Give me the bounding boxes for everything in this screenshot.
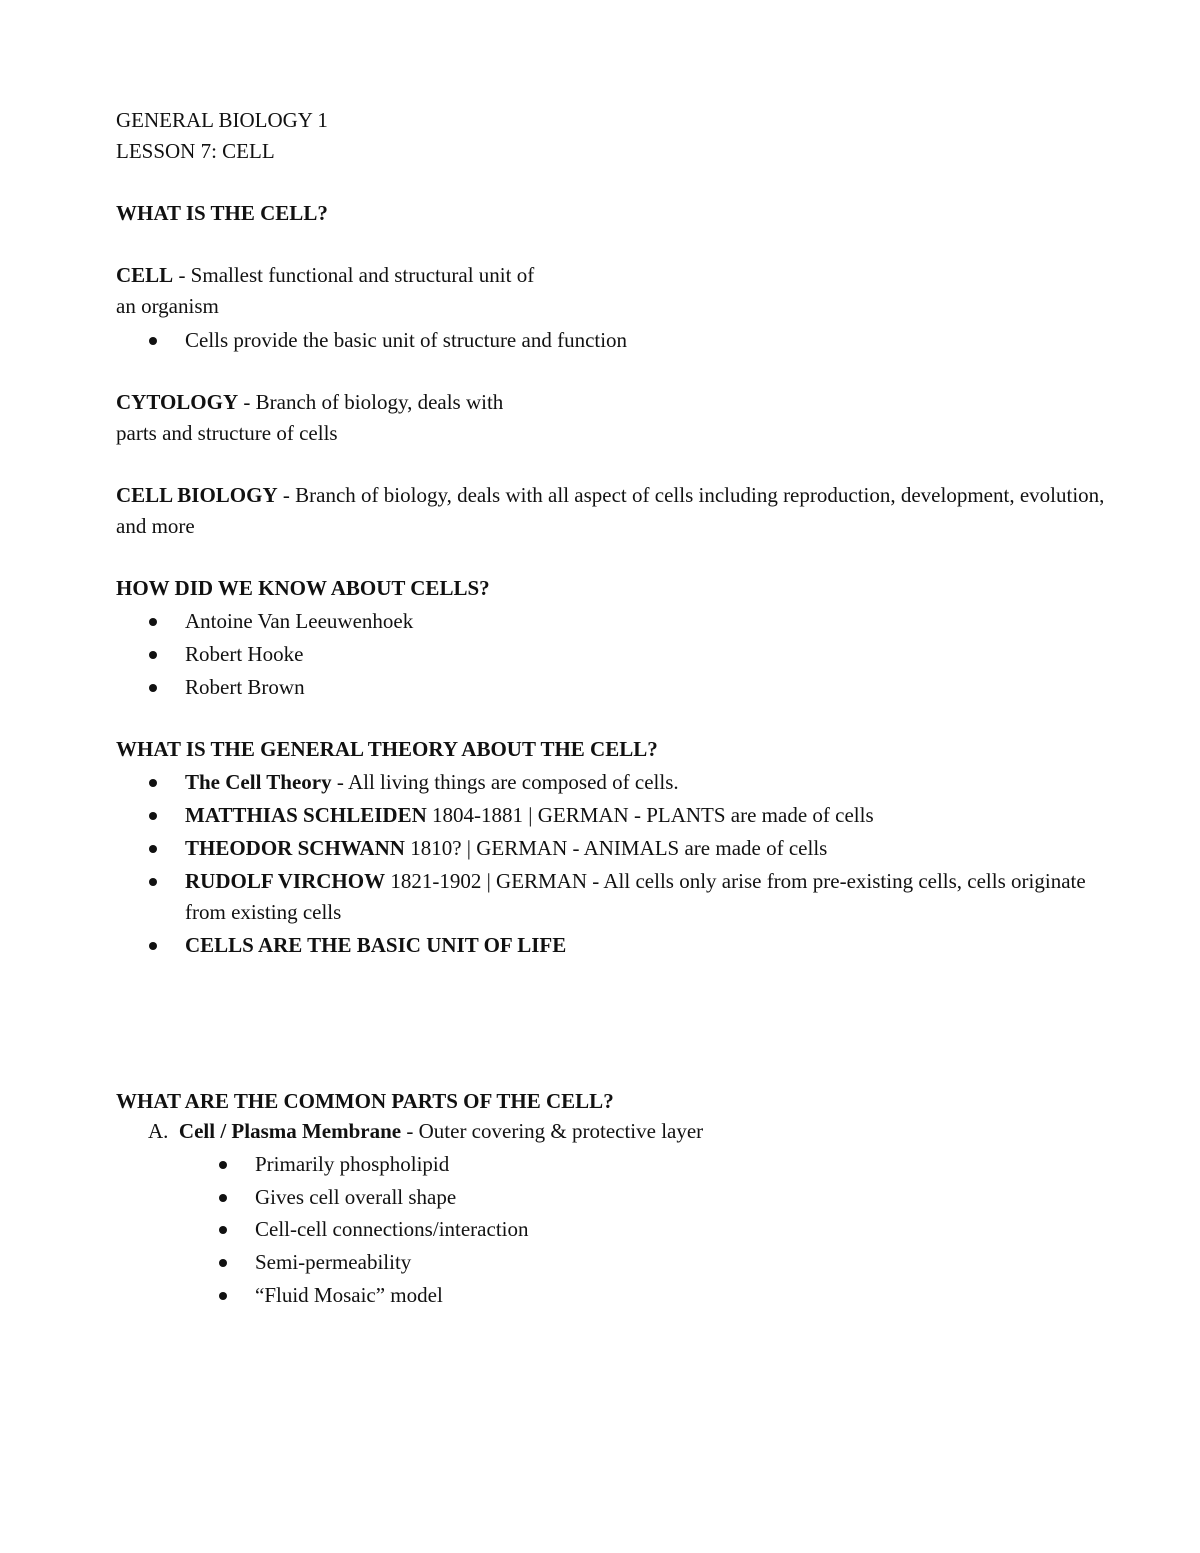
list-item: Primarily phospholipid — [255, 1149, 449, 1180]
bullet-icon — [149, 337, 157, 345]
item-marker: A. — [148, 1119, 169, 1143]
list-item: CELLS ARE THE BASIC UNIT OF LIFE — [185, 930, 566, 961]
list-item: Semi-permeability — [255, 1247, 411, 1278]
bullet-icon — [149, 942, 157, 950]
heading-parts: WHAT ARE THE COMMON PARTS OF THE CELL? — [116, 1089, 614, 1113]
cytology-definition: CYTOLOGY - Branch of biology, deals with — [116, 390, 504, 414]
list-item: “Fluid Mosaic” model — [255, 1280, 443, 1311]
list-item: Antoine Van Leeuwenhoek — [185, 606, 413, 637]
list-item: Robert Hooke — [185, 639, 303, 670]
heading-theory: WHAT IS THE GENERAL THEORY ABOUT THE CELL? — [116, 737, 658, 761]
list-item: MATTHIAS SCHLEIDEN 1804-1881 | GERMAN - PLANTS are made of cells — [185, 800, 874, 831]
term: CELL — [116, 263, 174, 287]
bullet-icon — [149, 618, 157, 626]
bullet-icon — [219, 1259, 227, 1267]
course-title: GENERAL BIOLOGY 1 — [116, 108, 328, 132]
heading-how-know: HOW DID WE KNOW ABOUT CELLS? — [116, 576, 490, 600]
term: CYTOLOGY — [116, 390, 239, 414]
cell-biology-definition: CELL BIOLOGY - Branch of biology, deals with all aspect of cells including reproduction, development, evolution, and more — [116, 483, 1105, 538]
bullet-icon — [149, 812, 157, 820]
list-item: Cell-cell connections/interaction — [255, 1214, 528, 1245]
bullet-icon — [149, 651, 157, 659]
bullet-icon — [149, 878, 157, 886]
bullet-icon — [219, 1226, 227, 1234]
list-item: Cells provide the basic unit of structure and function — [185, 325, 627, 356]
list-item: The Cell Theory - All living things are composed of cells. — [185, 767, 679, 798]
bullet-icon — [219, 1161, 227, 1169]
heading-what-is-cell: WHAT IS THE CELL? — [116, 201, 328, 225]
bullet-icon — [149, 684, 157, 692]
list-item: Robert Brown — [185, 672, 305, 703]
cell-definition: CELL - Smallest functional and structural unit of — [116, 263, 535, 287]
list-item: THEODOR SCHWANN 1810? | GERMAN - ANIMALS are made of cells — [185, 833, 827, 864]
bullet-icon — [219, 1292, 227, 1300]
bullet-icon — [219, 1194, 227, 1202]
term: CELL BIOLOGY — [116, 483, 278, 507]
cytology-definition-cont: parts and structure of cells — [116, 421, 338, 445]
lesson-title: LESSON 7: CELL — [116, 139, 275, 163]
cell-definition-cont: an organism — [116, 294, 219, 318]
lettered-item: A. Cell / Plasma Membrane - Outer covering & protective layer — [148, 1119, 704, 1143]
list-item: RUDOLF VIRCHOW 1821-1902 | GERMAN - All cells only arise from pre-existing cells, cells originate from existing cells — [185, 866, 1125, 928]
bullet-icon — [149, 845, 157, 853]
bullet-icon — [149, 779, 157, 787]
list-item: Gives cell overall shape — [255, 1182, 456, 1213]
